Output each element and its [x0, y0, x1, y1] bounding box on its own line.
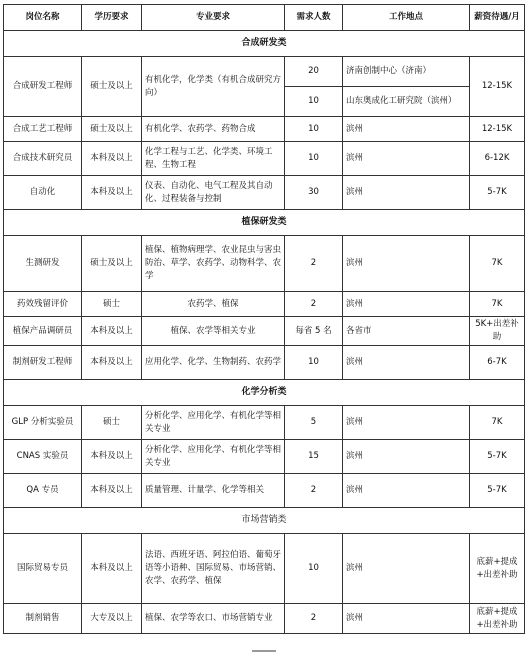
cell-major: 农药学、植保	[142, 292, 285, 317]
cell-count: 2	[285, 236, 343, 292]
table-row	[4, 440, 525, 474]
section-chem: 化学分析类	[4, 380, 525, 406]
cell-location: 山东奥成化工研究院（滨州）	[343, 87, 470, 117]
cell-count: 15	[285, 440, 343, 474]
cell-location: 滨州	[343, 346, 470, 380]
cell-position: CNAS 实验员	[4, 440, 82, 474]
cell-salary: 12-15K	[470, 57, 525, 117]
cell-position: GLP 分析实验员	[4, 406, 82, 440]
cell-location: 滨州	[343, 534, 470, 604]
cell-salary: 7K	[470, 236, 525, 292]
cell-count: 10	[285, 346, 343, 380]
cell-location: 滨州	[343, 236, 470, 292]
cell-count: 10	[285, 534, 343, 604]
cell-location: 滨州	[343, 406, 470, 440]
section-plant: 植保研发类	[4, 210, 525, 236]
cell-education: 硕士及以上	[82, 236, 142, 292]
cell-position: 植保产品调研员	[4, 317, 82, 346]
page-divider	[252, 650, 276, 652]
cell-location: 滨州	[343, 142, 470, 176]
cell-location: 滨州	[343, 117, 470, 142]
cell-education: 本科及以上	[82, 440, 142, 474]
cell-location: 济南创制中心（济南）	[343, 57, 470, 87]
cell-major: 有机化学、农药学、药物合成	[142, 117, 285, 142]
cell-education: 硕士	[82, 292, 142, 317]
cell-position: 生测研发	[4, 236, 82, 292]
cell-salary: 底薪+提成+出差补助	[470, 534, 525, 604]
cell-count: 2	[285, 292, 343, 317]
cell-major: 植保、农学等农口、市场营销专业	[142, 604, 285, 634]
cell-position: 合成研发工程师	[4, 57, 82, 117]
header-location: 工作地点	[343, 5, 470, 31]
cell-major: 分析化学、应用化学、有机化学等相关专业	[142, 440, 285, 474]
section-market: 市场营销类	[4, 508, 525, 534]
cell-education: 本科及以上	[82, 534, 142, 604]
cell-count: 5	[285, 406, 343, 440]
section-row	[4, 31, 525, 57]
cell-count: 10	[285, 87, 343, 117]
cell-location: 滨州	[343, 604, 470, 634]
table-row	[4, 292, 525, 317]
header-education: 学历要求	[82, 5, 142, 31]
table-row	[4, 474, 525, 508]
cell-major: 有机化学，化学类（有机合成研究方向）	[142, 57, 285, 117]
cell-education: 本科及以上	[82, 474, 142, 508]
cell-position: 自动化	[4, 176, 82, 210]
header-salary: 薪资待遇/月	[470, 5, 525, 31]
cell-count: 20	[285, 57, 343, 87]
cell-count: 每省 5 名	[285, 317, 343, 346]
cell-salary: 底薪+提成+出差补助	[470, 604, 525, 634]
cell-count: 2	[285, 474, 343, 508]
cell-salary: 12-15K	[470, 117, 525, 142]
cell-education: 本科及以上	[82, 142, 142, 176]
recruitment-table	[3, 4, 525, 634]
cell-major: 法语、西班牙语、阿拉伯语、葡萄牙语等小语种、国际贸易、市场营销、农学、农药学、植保	[142, 534, 285, 604]
table-row	[4, 176, 525, 210]
cell-count: 10	[285, 142, 343, 176]
cell-salary: 6-7K	[470, 346, 525, 380]
cell-position: 药效残留评价	[4, 292, 82, 317]
table-row	[4, 117, 525, 142]
section-row	[4, 380, 525, 406]
cell-education: 硕士及以上	[82, 57, 142, 117]
cell-education: 本科及以上	[82, 176, 142, 210]
cell-major: 分析化学、应用化学、有机化学等相关专业	[142, 406, 285, 440]
cell-salary: 5-7K	[470, 440, 525, 474]
section-row	[4, 210, 525, 236]
header-count: 需求人数	[285, 5, 343, 31]
cell-position: 国际贸易专员	[4, 534, 82, 604]
cell-major: 质量管理、计量学、化学等相关	[142, 474, 285, 508]
cell-salary: 5-7K	[470, 176, 525, 210]
cell-salary: 5-7K	[470, 474, 525, 508]
cell-education: 大专及以上	[82, 604, 142, 634]
cell-education: 本科及以上	[82, 346, 142, 380]
table-row	[4, 604, 525, 634]
cell-count: 2	[285, 604, 343, 634]
cell-position: 制剂研发工程师	[4, 346, 82, 380]
section-synthesis: 合成研发类	[4, 31, 525, 57]
cell-position: 制剂销售	[4, 604, 82, 634]
cell-salary: 7K	[470, 292, 525, 317]
section-row	[4, 508, 525, 534]
table-row	[4, 317, 525, 346]
table-row	[4, 57, 525, 87]
cell-count: 30	[285, 176, 343, 210]
table-row	[4, 142, 525, 176]
cell-major: 化学工程与工艺、化学类、环境工程、生物工程	[142, 142, 285, 176]
table-row	[4, 346, 525, 380]
cell-location: 各省市	[343, 317, 470, 346]
table-row	[4, 406, 525, 440]
cell-major: 仪表、自动化、电气工程及其自动化、过程装备与控制	[142, 176, 285, 210]
cell-position: 合成技术研究员	[4, 142, 82, 176]
cell-position: QA 专员	[4, 474, 82, 508]
header-row	[4, 5, 525, 31]
header-position: 岗位名称	[4, 5, 82, 31]
header-major: 专业要求	[142, 5, 285, 31]
cell-major: 植保、植物病理学、农业昆虫与害虫防治、草学、农药学、动物科学、农学	[142, 236, 285, 292]
cell-location: 滨州	[343, 440, 470, 474]
cell-major: 应用化学、化学、生物制药、农药学	[142, 346, 285, 380]
cell-location: 滨州	[343, 176, 470, 210]
cell-location: 滨州	[343, 474, 470, 508]
cell-count: 10	[285, 117, 343, 142]
cell-major: 植保、农学等相关专业	[142, 317, 285, 346]
cell-position: 合成工艺工程师	[4, 117, 82, 142]
cell-salary: 6-12K	[470, 142, 525, 176]
cell-location: 滨州	[343, 292, 470, 317]
cell-salary: 7K	[470, 406, 525, 440]
cell-education: 本科及以上	[82, 317, 142, 346]
table-row	[4, 236, 525, 292]
table-row	[4, 534, 525, 604]
cell-education: 硕士	[82, 406, 142, 440]
cell-education: 硕士及以上	[82, 117, 142, 142]
cell-salary: 5K+出差补助	[470, 317, 525, 346]
